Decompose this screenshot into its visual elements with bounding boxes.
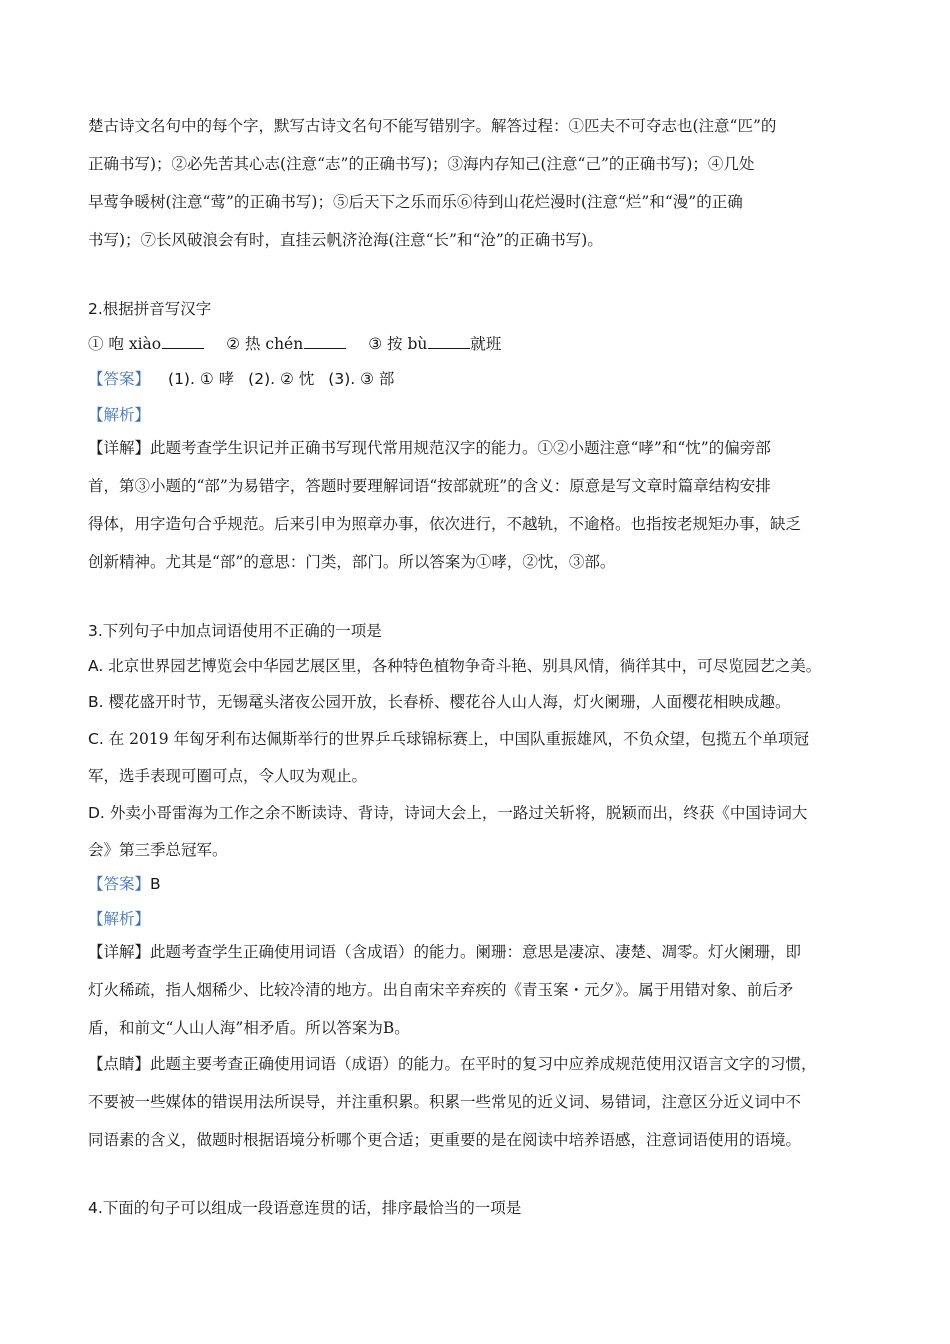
q3-option-c: C. 在 2019 年匈牙利布达佩斯举行的世界乒乓球锦标赛上，中国队重振雄风，不负众望，包揽五个单项冠 — [88, 730, 809, 748]
q3-comment-line: 不要被一些媒体的错误用法所误导，并注重积累。积累一些常见的近义词、易错词，注意区分近义词中不 — [88, 1093, 802, 1111]
analysis-label: 【解析】 — [88, 406, 151, 424]
q3-detail-line: 【详解】此题考查学生正确使用词语（含成语）的能力。阑珊：意思是凄凉、凄楚、凋零。灯火阑珊，即 — [88, 943, 802, 961]
fill-blank — [428, 334, 470, 349]
q2-item-3: ③ 按 bù 就班 — [368, 335, 502, 353]
q4-title: 4.下面的句子可以组成一段语意连贯的话，排序最恰当的一项是 — [88, 1199, 522, 1217]
q2-answer-2: (2). ② 忱 — [248, 370, 315, 388]
q3-title: 3.下列句子中加点词语使用不正确的一项是 — [88, 622, 382, 640]
q1-text-line: 楚古诗文名句中的每个字，默写古诗文名句不能写错别字。解答过程：①匹夫不可夺志也(注意“匹”的 — [88, 117, 777, 135]
q2-answer-3: (3). ③ 部 — [328, 370, 395, 388]
q3-option-c-cont: 军，选手表现可圈可点，令人叹为观止。 — [88, 767, 368, 785]
q3-option-d: D. 外卖小哥雷海为工作之余不断读诗、背诗，诗词大会上，一路过关斩将，脱颖而出，终获《中国诗词大 — [88, 804, 808, 822]
q1-text-line: 正确书写)；②必先苦其心志(注意“志”的正确书写)；③海内存知己(注意“己”的正确书写)；④几处 — [88, 155, 755, 173]
q3-detail-line: 盾，和前文“人山人海”相矛盾。所以答案为B。 — [88, 1019, 410, 1037]
q2-detail-line: 【详解】此题考查学生识记并正确书写现代常用规范汉字的能力。①②小题注意“哮”和“忱”的偏旁部 — [88, 439, 771, 457]
q3-answer-line — [88, 874, 161, 894]
analysis-label: 【解析】 — [88, 910, 151, 928]
q2-answer-1: (1). ① 哮 — [168, 370, 235, 388]
q2-detail-line: 得体，用字造句合乎规范。后来引申为照章办事，依次进行，不越轨，不逾格。也指按老规矩办事，缺乏 — [88, 515, 802, 533]
fill-blank — [304, 334, 346, 349]
q2-detail-line: 首，第③小题的“部”为易错字，答题时要理解词语“按部就班”的含义：原意是写文章时篇章结构安排 — [88, 477, 771, 495]
q3-comment-line: 同语素的含义，做题时根据语境分析哪个更合适；更重要的是在阅读中培养语感，注意词语使用的语境。 — [88, 1131, 802, 1149]
q2-item-2: ② 热 chén — [226, 335, 346, 353]
q2-title: 2.根据拼音写汉字 — [88, 300, 212, 318]
q2-items — [88, 334, 501, 354]
q2-answer-line — [88, 369, 394, 389]
q3-comment-line: 【点睛】此题主要考查正确使用词语（成语）的能力。在平时的复习中应养成规范使用汉语言文字的习惯， — [88, 1055, 817, 1073]
q3-answer: B — [150, 875, 161, 893]
q3-detail-line: 灯火稀疏，指人烟稀少、比较冷清的地方。出自南宋辛弃疾的《青玉案・元夕》。属于用错对象、前后矛 — [88, 981, 794, 999]
q2-item-1: ① 咆 xiào — [88, 335, 204, 353]
q2-detail-line: 创新精神。尤其是“部”的意思：门类，部门。所以答案为①哮，②忱，③部。 — [88, 553, 616, 571]
q1-text-line: 书写)；⑦长风破浪会有时，直挂云帆济沧海(注意“长”和“沧”的正确书写)。 — [88, 231, 603, 249]
q1-text-line: 早莺争暖树(注意“莺”的正确书写)；⑤后天下之乐而乐⑥待到山花烂漫时(注意“烂”和“漫”的正确 — [88, 193, 743, 211]
q3-option-d-cont: 会》第三季总冠军。 — [88, 841, 228, 859]
fill-blank — [162, 334, 204, 349]
q3-option-b: B. 樱花盛开时节，无锡鼋头渚夜公园开放，长春桥、樱花谷人山人海，灯火阑珊，人面樱花相映成趣。 — [88, 693, 791, 711]
q3-option-a: A. 北京世界园艺博览会中华园艺展区里，各种特色植物争奇斗艳、别具风情，徜徉其中，可尽览园艺之美。 — [88, 657, 822, 675]
answer-label: 【答案】 — [88, 875, 151, 893]
answer-label: 【答案】 — [88, 370, 151, 388]
